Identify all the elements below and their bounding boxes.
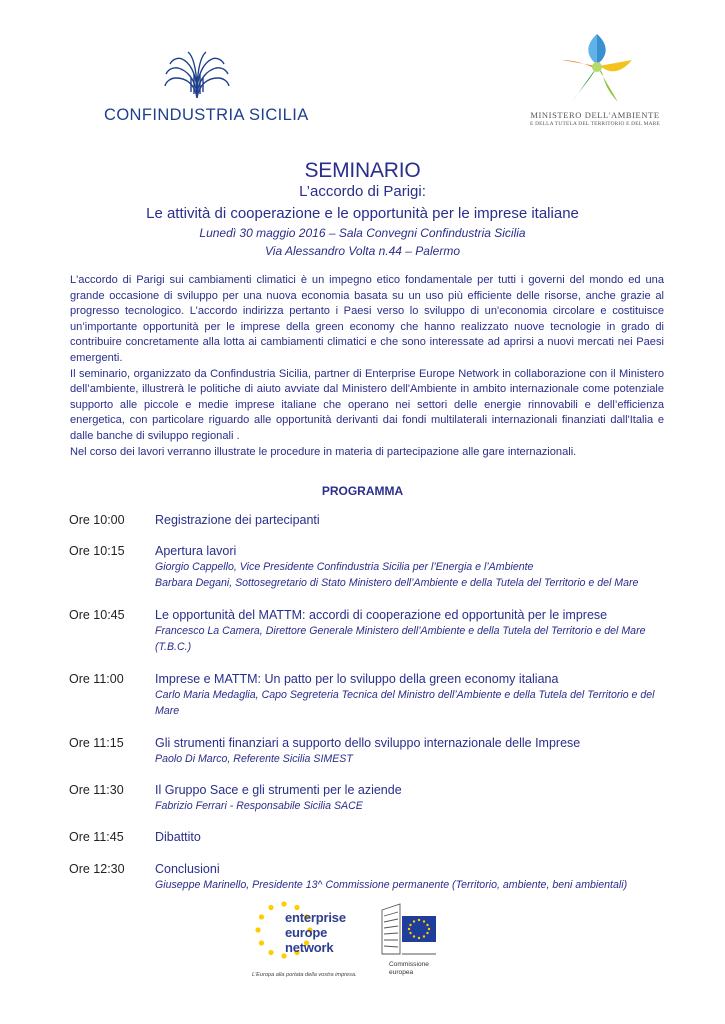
programma-speaker: Paolo Di Marco, Referente Sicilia SIMEST [155, 753, 353, 765]
programma-time: Ore 11:15 [69, 736, 124, 750]
programma-speaker: Francesco La Camera, Direttore Generale Ministero dell’Ambiente e della Tutela del Territorio e del Mare (T.B.C.) [155, 625, 646, 653]
seminar-title: SEMINARIO [304, 159, 421, 182]
confindustria-logo [96, 46, 309, 130]
een-tagline: L'Europa alla portata della vostra impresa. [252, 972, 357, 978]
programma-time: Ore 10:15 [69, 544, 125, 558]
programma-time: Ore 10:00 [69, 513, 125, 527]
intro-paragraph-1: L'accordo di Parigi sui cambiamenti climatici è un impegno etico fondamentale per tutti i governi del mondo ed una grande occasione di sviluppo per una nuova economia basata su un uso più efficiente delle risorse, anche grazie al progresso tecnologico. L’accordo indirizza pertanto i Paesi verso lo sviluppo di un'economia circolare e costituisce un’importante opportunità per le imprese della green economy che hanno realizzato nuove tecnologie in grado di contribuire concretamente alla lotta ai cambiamenti climatici e che sono interessate ad aprirsi a nuovi mercati nei Paesi emergenti. [70, 274, 664, 364]
programma-speaker: Giuseppe Marinello, Presidente 13^ Commissione permanente (Territorio, ambiente, beni ambientali) [155, 879, 628, 891]
programma-title: Il Gruppo Sace e gli strumenti per le aziende [155, 783, 402, 797]
seminar-date: Lunedì 30 maggio 2016 – Sala Convegni Confindustria Sicilia [199, 226, 526, 240]
programma-title: Imprese e MATTM: Un patto per lo sviluppo della green economy italiana [155, 672, 559, 686]
programma-title: Registrazione dei partecipanti [155, 513, 320, 527]
programma-speaker: Fabrizio Ferrari - Responsabile Sicilia SACE [155, 800, 363, 812]
programma-title: Gli strumenti finanziari a supporto dello sviluppo internazionale delle Imprese [155, 736, 581, 750]
seminar-subtitle-1: L’accordo di Parigi: [299, 183, 426, 200]
seminar-address: Via Alessandro Volta n.44 – Palermo [264, 244, 460, 258]
intro-paragraph-2: Il seminario, organizzato da Confindustria Sicilia, partner di Enterprise Europe Network in collaborazione con il Ministero dell’ambiente, illustrerà le politiche di aiuto avviate dal Ministero dell'Ambiente in ambito internazionale come potenziale supporto alle piccole e medie imprese italiane che operano nei settori delle energie rinnovabili e dell’efficienza energetica, con particolare riguardo alle opportunità derivanti dai fondi multilaterali internazionali finanziati dall'Italia e dalle banche di sviluppo regionali . [70, 367, 664, 442]
programma-time: Ore 12:30 [69, 862, 125, 876]
intro-paragraph-3: Nel corso dei lavori verranno illustrate le procedure in materia di partecipazione alle gare internazionali. [70, 445, 577, 458]
seminar-subtitle-2: Le attività di cooperazione e le opportunità per le imprese italiane [146, 205, 579, 222]
programma-time: Ore 11:45 [69, 830, 124, 844]
programma-title: Apertura lavori [155, 544, 237, 558]
enterprise-europe-network-logo [252, 898, 364, 984]
commission-label-line1: Commissione [389, 961, 429, 968]
een-word-network: network [285, 940, 334, 955]
ministero-star-icon [558, 30, 636, 108]
programma-title: Conclusioni [155, 862, 220, 876]
een-word-enterprise: enterprise [285, 910, 346, 925]
ministero-name-line2: E DELLA TUTELA DEL TERRITORIO E DEL MARE [530, 121, 660, 127]
confindustria-eagle-icon [162, 48, 232, 100]
programma-title: Dibattito [155, 830, 201, 844]
programma-time: Ore 11:30 [69, 783, 124, 797]
programma-title: Le opportunità del MATTM: accordi di cooperazione ed opportunità per le imprese [155, 608, 608, 622]
programma-speaker: Barbara Degani, Sottosegretario di Stato Ministero dell’Ambiente e della Tutela del Territorio e del Mare [155, 577, 639, 589]
ministero-ambiente-logo [520, 30, 670, 136]
intro-text [70, 273, 664, 460]
programma-time: Ore 10:45 [69, 608, 125, 622]
confindustria-name: CONFINDUSTRIA SICILIA [104, 106, 309, 124]
commission-label-line2: europea [389, 969, 414, 976]
programma-speaker: Carlo Maria Medaglia, Capo Segreteria Tecnica del Ministro dell’Ambiente e della Tutela del Territorio e del Mare [155, 689, 655, 717]
commission-building-flag-icon [380, 902, 438, 956]
programma-time: Ore 11:00 [69, 672, 124, 686]
programma-heading: PROGRAMMA [321, 484, 404, 498]
een-word-europe: europe [285, 925, 328, 940]
european-commission-logo [380, 902, 442, 982]
programma-speaker: Giorgio Cappello, Vice Presidente Confindustria Sicilia per l’Energia e l’Ambiente [155, 561, 534, 573]
ministero-name-line1: MINISTERO DELL'AMBIENTE [530, 110, 660, 120]
